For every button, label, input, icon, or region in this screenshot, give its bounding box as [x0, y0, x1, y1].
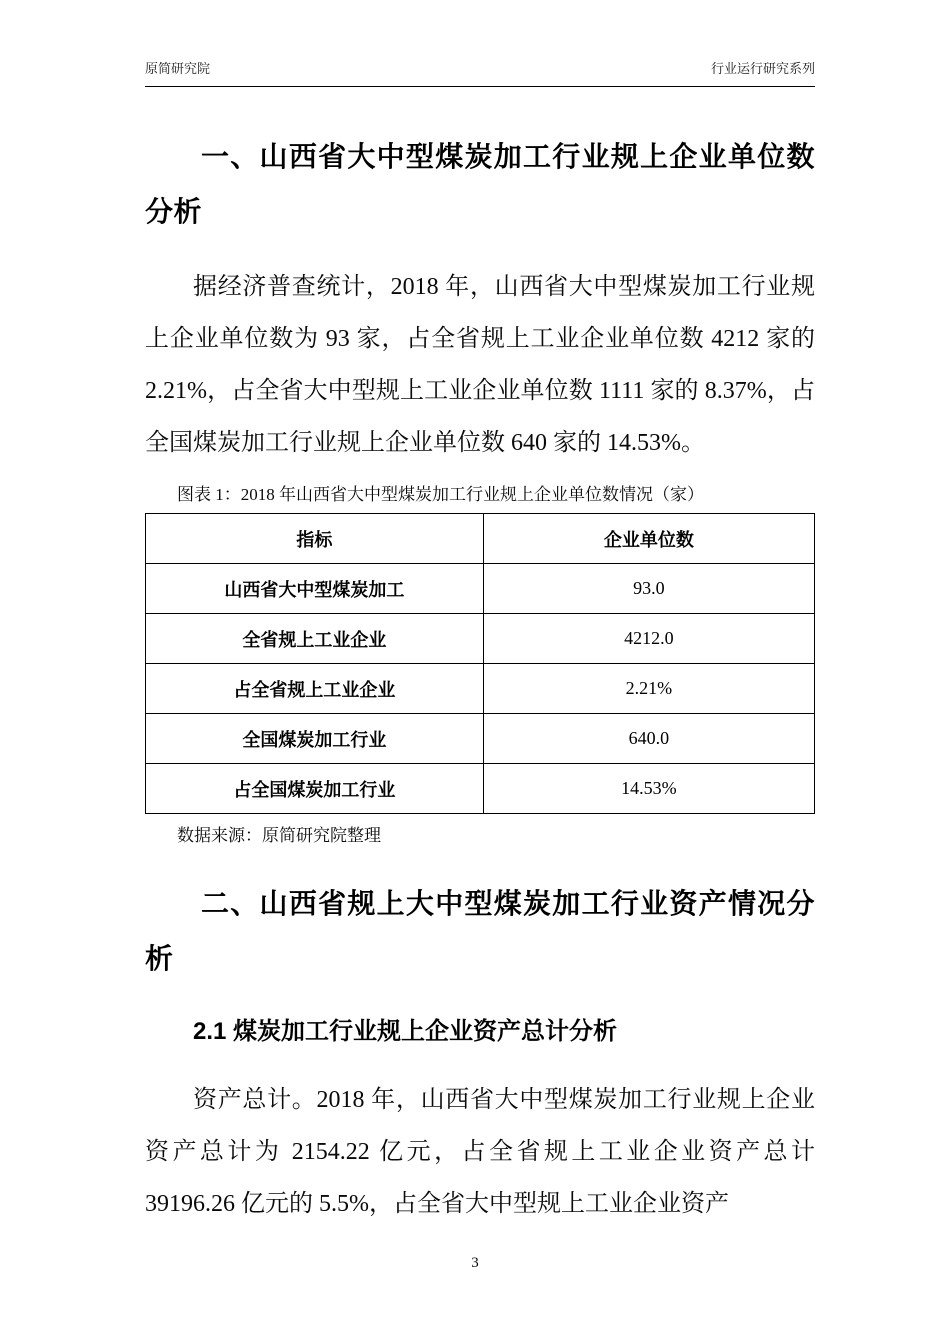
table-row — [146, 764, 815, 814]
table-header-value: 企业单位数 — [483, 514, 814, 564]
page-header — [145, 58, 815, 87]
table-cell-metric: 全省规上工业企业 — [146, 614, 484, 664]
section1-title: 一、山西省大中型煤炭加工行业规上企业单位数分析 — [145, 141, 815, 227]
table-header-row — [146, 514, 815, 564]
table-row — [146, 714, 815, 764]
header-left-text: 原简研究院 — [145, 61, 211, 76]
table-row — [146, 614, 815, 664]
table-cell-value: 93.0 — [483, 564, 814, 614]
table-cell-metric: 全国煤炭加工行业 — [146, 714, 484, 764]
table-cell-metric: 山西省大中型煤炭加工 — [146, 564, 484, 614]
table-caption: 图表 1：2018 年山西省大中型煤炭加工行业规上企业单位数情况（家） — [177, 485, 704, 504]
section2-subtitle: 2.1 煤炭加工行业规上企业资产总计分析 — [193, 1018, 618, 1045]
table-header-metric: 指标 — [146, 514, 484, 564]
table-cell-metric: 占全省规上工业企业 — [146, 664, 484, 714]
table-cell-value: 640.0 — [483, 714, 814, 764]
table-cell-metric: 占全国煤炭加工行业 — [146, 764, 484, 814]
section2-title: 二、山西省规上大中型煤炭加工行业资产情况分析 — [145, 888, 815, 974]
header-right-text: 行业运行研究系列 — [710, 61, 815, 76]
table-cell-value: 4212.0 — [483, 614, 814, 664]
data-source-note: 数据来源：原简研究院整理 — [177, 826, 381, 845]
table-cell-value: 14.53% — [483, 764, 814, 814]
units-table — [145, 513, 815, 814]
table-cell-value: 2.21% — [483, 664, 814, 714]
section2-paragraph: 资产总计。2018 年，山西省大中型煤炭加工行业规上企业资产总计为 2154.22 亿元，占全省规上工业企业资产总计 39196.26 亿元的 5.5%，占全省大中型规上工业企业资产 — [145, 1087, 815, 1217]
section1-paragraph: 据经济普查统计，2018 年，山西省大中型煤炭加工行业规上企业单位数为 93 家，占全省规上工业企业单位数 4212 家的 2.21%，占全省大中型规上工业企业单位数 1111 家的 8.37%，占全国煤炭加工行业规上企业单位数 640 家的 14.53%。 — [145, 274, 815, 456]
table-row — [146, 664, 815, 714]
table-row — [146, 564, 815, 614]
page-number: 3 — [471, 1255, 479, 1271]
